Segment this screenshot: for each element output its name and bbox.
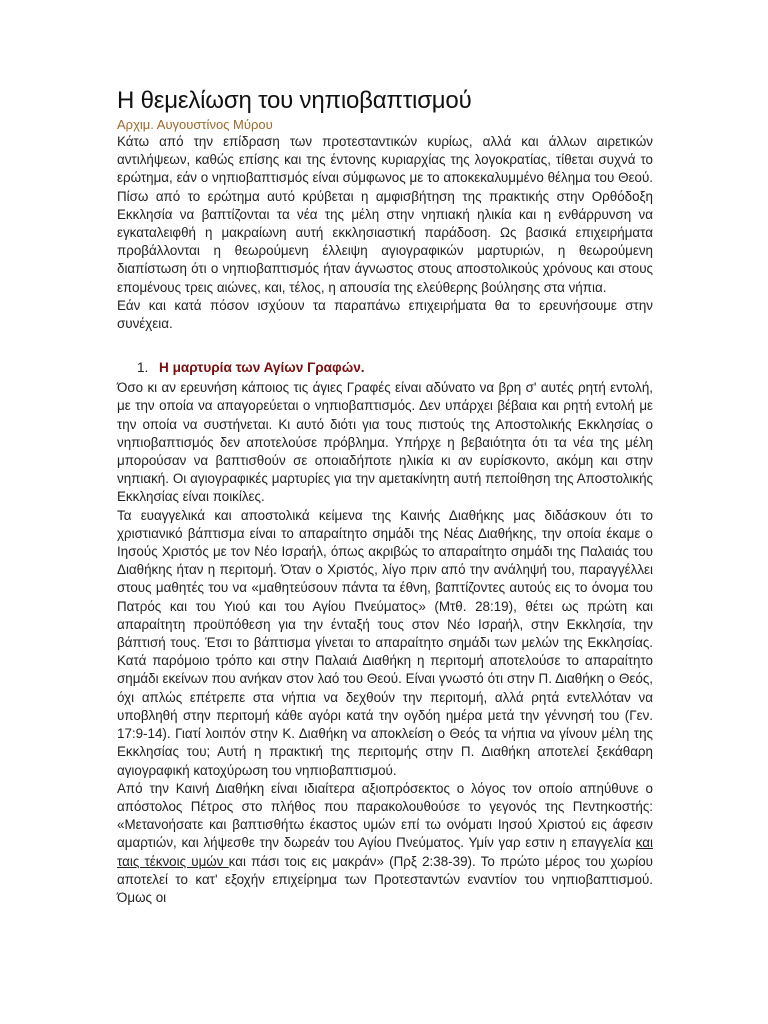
section-heading-text: Η μαρτυρία των Αγίων Γραφών.: [159, 360, 365, 376]
paragraph-text-before-link: Από την Καινή Διαθήκη είναι ιδιαίτερα αξιοπρόσεκτος ο λόγος τον οποίο απηύθυνε ο απόστολος Πέτρος στο πλήθος που παρακολουθούσε το γεγονός της Πεντηκοστής: «Μετανοήσατε και βαπτισθήτω έκαστος υμών επί τω ονόματι Ιησού Χριστού εις άφεσιν αμαρτιών, και λήψεσθε την δωρεάν του Αγίου Πνεύματος. Υμίν γαρ εστιν η επαγγελία: [117, 780, 653, 851]
section-heading: [117, 359, 653, 377]
intro-paragraph-2: Εάν και κατά πόσον ισχύουν τα παραπάνω επιχειρήματα θα το ερευνήσουμε στην συνέχεια.: [117, 297, 653, 332]
scripture-link[interactable]: και ταις τέκνοις υμών: [117, 835, 653, 869]
intro-paragraph-1: Κάτω από την επίδραση των προτεσταντικών κυρίως, αλλά και άλλων αιρετικών αντιλήψεων, καθώς επίσης και της έντονης κυριαρχίας της λογοκρατίας, τίθεται συχνά το ερώτημα, εάν ο νηπιοβαπτισμός είναι σύμφωνος με το αποκεκαλυμμένο θέλημα του Θεού. Πίσω από το ερώτημα αυτό κρύβεται η αμφισβήτηση της πρακτικής στην Ορθόδοξη Εκκλησία να βαπτίζονται τα νέα της μέλη στην νηπιακή ηλικία και η ενθάρρυνση να εγκαταλειφθή η μακραίωνη αυτή εκκλησιαστική παράδοση. Ως βασικά επιχειρήματα προβάλλονται η θεωρούμενη έλλειψη αγιογραφικών μαρτυριών, η θεωρούμενη διαπίστωση ότι ο νηπιοβαπτισμός ήταν άγνωστος στους αποστολικούς χρόνους και στους επομένους τρεις αιώνες, και, τέλος, η απουσία της ελεύθερης βούλησης στα νήπια.: [117, 134, 653, 295]
document-title: Η θεμελίωση του νηπιοβαπτισμού: [117, 87, 472, 114]
document-page: [117, 86, 653, 907]
section-paragraph-2: Τα ευαγγελικά και αποστολικά κείμενα της Καινής Διαθήκης μας διδάσκουν ότι το χριστιανικό βάπτισμα είναι το απαραίτητο σημάδι της Νέας Διαθήκης, την οποία έκαμε ο Ιησούς Χριστός με τον Νέο Ισραήλ, όπως ακριβώς το απαραίτητο σημάδι της Παλαιάς του Διαθήκης ήταν η περιτομή. Όταν ο Χριστός, λίγο πριν από την ανάληψή του, παραγγέλλει στους μαθητές του να «μαθητεύσουν πάντα τα έθνη, βαπτίζοντες αυτούς εις το όνομα του Πατρός και του Υιού και του Αγίου Πνεύματος» (Μτθ. 28:19), θέτει ως πρώτη και απαραίτητη προϋπόθεση για την ένταξή τους στον Νέο Ισραήλ, στην Εκκλησία, την βάπτισή τους. Έτσι το βάπτισμα γίνεται το απαραίτητο σημάδι των μελών της Εκκλησίας. Κατά παρόμοιο τρόπο και στην Παλαιά Διαθήκη η περιτομή αποτελούσε το απαραίτητο σημάδι εκείνων που ανήκαν στον λαό του Θεού. Είναι γνωστό ότι στην Π. Διαθήκη ο Θεός, όχι απλώς επέτρεπε στα νήπια να δεχθούν την περιτομή, αλλά ρητά εντελλόταν να υποβληθή στην περιτομή κάθε αγόρι κατά την ογδόη ημέρα μετά την γέννησή του (Γεν. 17:9-14). Γιατί λοιπόν στην Κ. Διαθήκη να αποκλείση ο Θεός τα νήπια να γίνουν μέλη της Εκκλησίας του; Αυτή η πρακτική της περιτομής στην Π. Διαθήκη αποτελεί ξεκάθαρη αγιογραφική κατοχύρωση του νηπιοβαπτισμού.: [117, 507, 653, 778]
section-paragraph-3: [117, 780, 653, 907]
paragraph-text-after-link: και πάσι τοις εις μακράν» (Πρξ 2:38-39). Το πρώτο μέρος του χωρίου αποτελεί το κατ' εξοχήν επιχείρημα των Προτεσταντών εναντίον του νηπιοβαπτισμού. Όμως οι: [117, 853, 653, 905]
section-number: 1.: [137, 360, 149, 376]
section-paragraph-1: Όσο κι αν ερευνήση κάποιος τις άγιες Γραφές είναι αδύνατο να βρη σ' αυτές ρητή εντολή, με την οποία να απαγορεύεται ο νηπιοβαπτισμός. Δεν υπάρχει βέβαια και ρητή εντολή με την οποία να συστήνεται. Κι αυτό διότι για τους πιστούς της Αποστολικής Εκκλησίας ο νηπιοβαπτισμός δεν αποτελούσε πρόβλημα. Υπήρχε η βεβαιότητα ότι τα νέα της μέλη μπορούσαν να βαπτισθούν σε οποιαδήποτε ηλικία κι αν ευρίσκοντο, ακόμη και στην νηπιακή. Οι αγιογραφικές μαρτυρίες για την αμετακίνητη αυτή πεποίθηση της Αποστολικής Εκκλησίας είναι ποικίλες.: [117, 380, 653, 505]
section-spacer: [117, 333, 653, 359]
author-name: Αρχιμ. Αυγουστίνος Μύρου: [117, 117, 273, 132]
